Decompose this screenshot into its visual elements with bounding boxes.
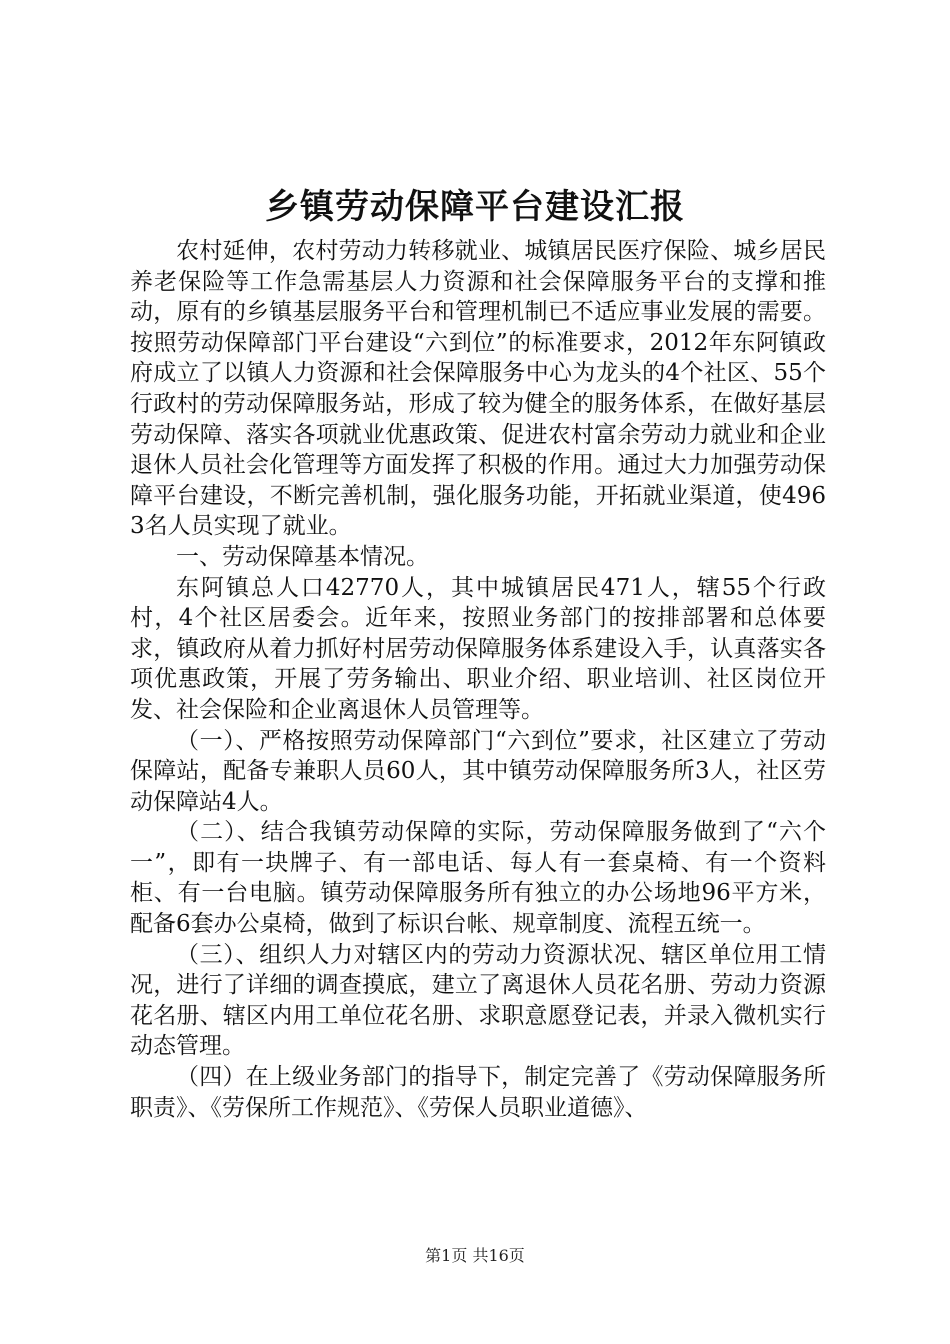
paragraph-item-1: （一）、严格按照劳动保障部门“六到位”要求，社区建立了劳动保障站，配备专兼职人员60人，其中镇劳动保障服务所3人，社区劳动保障站4人。 — [130, 727, 826, 815]
page-number-footer: 第1页 共16页 — [425, 1246, 525, 1265]
paragraph-item-4: （四）在上级业务部门的指导下，制定完善了《劳动保障服务所职责》、《劳保所工作规范》、《劳保人员职业道德》、 — [130, 1064, 826, 1121]
paragraph-item-3: （三）、组织人力对辖区内的劳动力资源状况、辖区单位用工情况，进行了详细的调查摸底，建立了离退休人员花名册、劳动力资源花名册、辖区内用工单位花名册、求职意愿登记表，并录入微机实行动态管理。 — [130, 941, 826, 1060]
paragraph-item-2: （二）、结合我镇劳动保障的实际，劳动保障服务做到了“六个一”，即有一块牌子、有一部电话、每人有一套桌椅、有一个资料柜、有一台电脑。镇劳动保障服务所有独立的办公场地96平方米，配备6套办公桌椅，做到了标识台帐、规章制度、流程五统一。 — [130, 819, 826, 938]
section-heading-basic-situation: 一、劳动保障基本情况。 — [176, 543, 429, 570]
paragraph-population: 东阿镇总人口42770人，其中城镇居民471人，辖55个行政村，4个社区居委会。近年来，按照业务部门的按排部署和总体要求，镇政府从着力抓好村居劳动保障服务体系建设入手，认真落实各项优惠政策，开展了劳务输出、职业介绍、职业培训、社区岗位开发、社会保险和企业离退休人员管理等。 — [130, 574, 826, 723]
document-body — [130, 236, 826, 1123]
paragraph-intro: 农村延伸，农村劳动力转移就业、城镇居民医疗保险、城乡居民养老保险等工作急需基层人力资源和社会保障服务平台的支撑和推动，原有的乡镇基层服务平台和管理机制已不适应事业发展的需要。按照劳动保障部门平台建设“六到位”的标准要求，2012年东阿镇政府成立了以镇人力资源和社会保障服务中心为龙头的4个社区、55个行政村的劳动保障服务站，形成了较为健全的服务体系，在做好基层劳动保障、落实各项就业优惠政策、促进农村富余劳动力就业和企业退休人员社会化管理等方面发挥了积极的作用。通过大力加强劳动保障平台建设，不断完善机制，强化服务功能，开拓就业渠道，使4963名人员实现了就业。 — [130, 238, 826, 540]
document-title: 乡镇劳动保障平台建设汇报 — [265, 187, 685, 227]
